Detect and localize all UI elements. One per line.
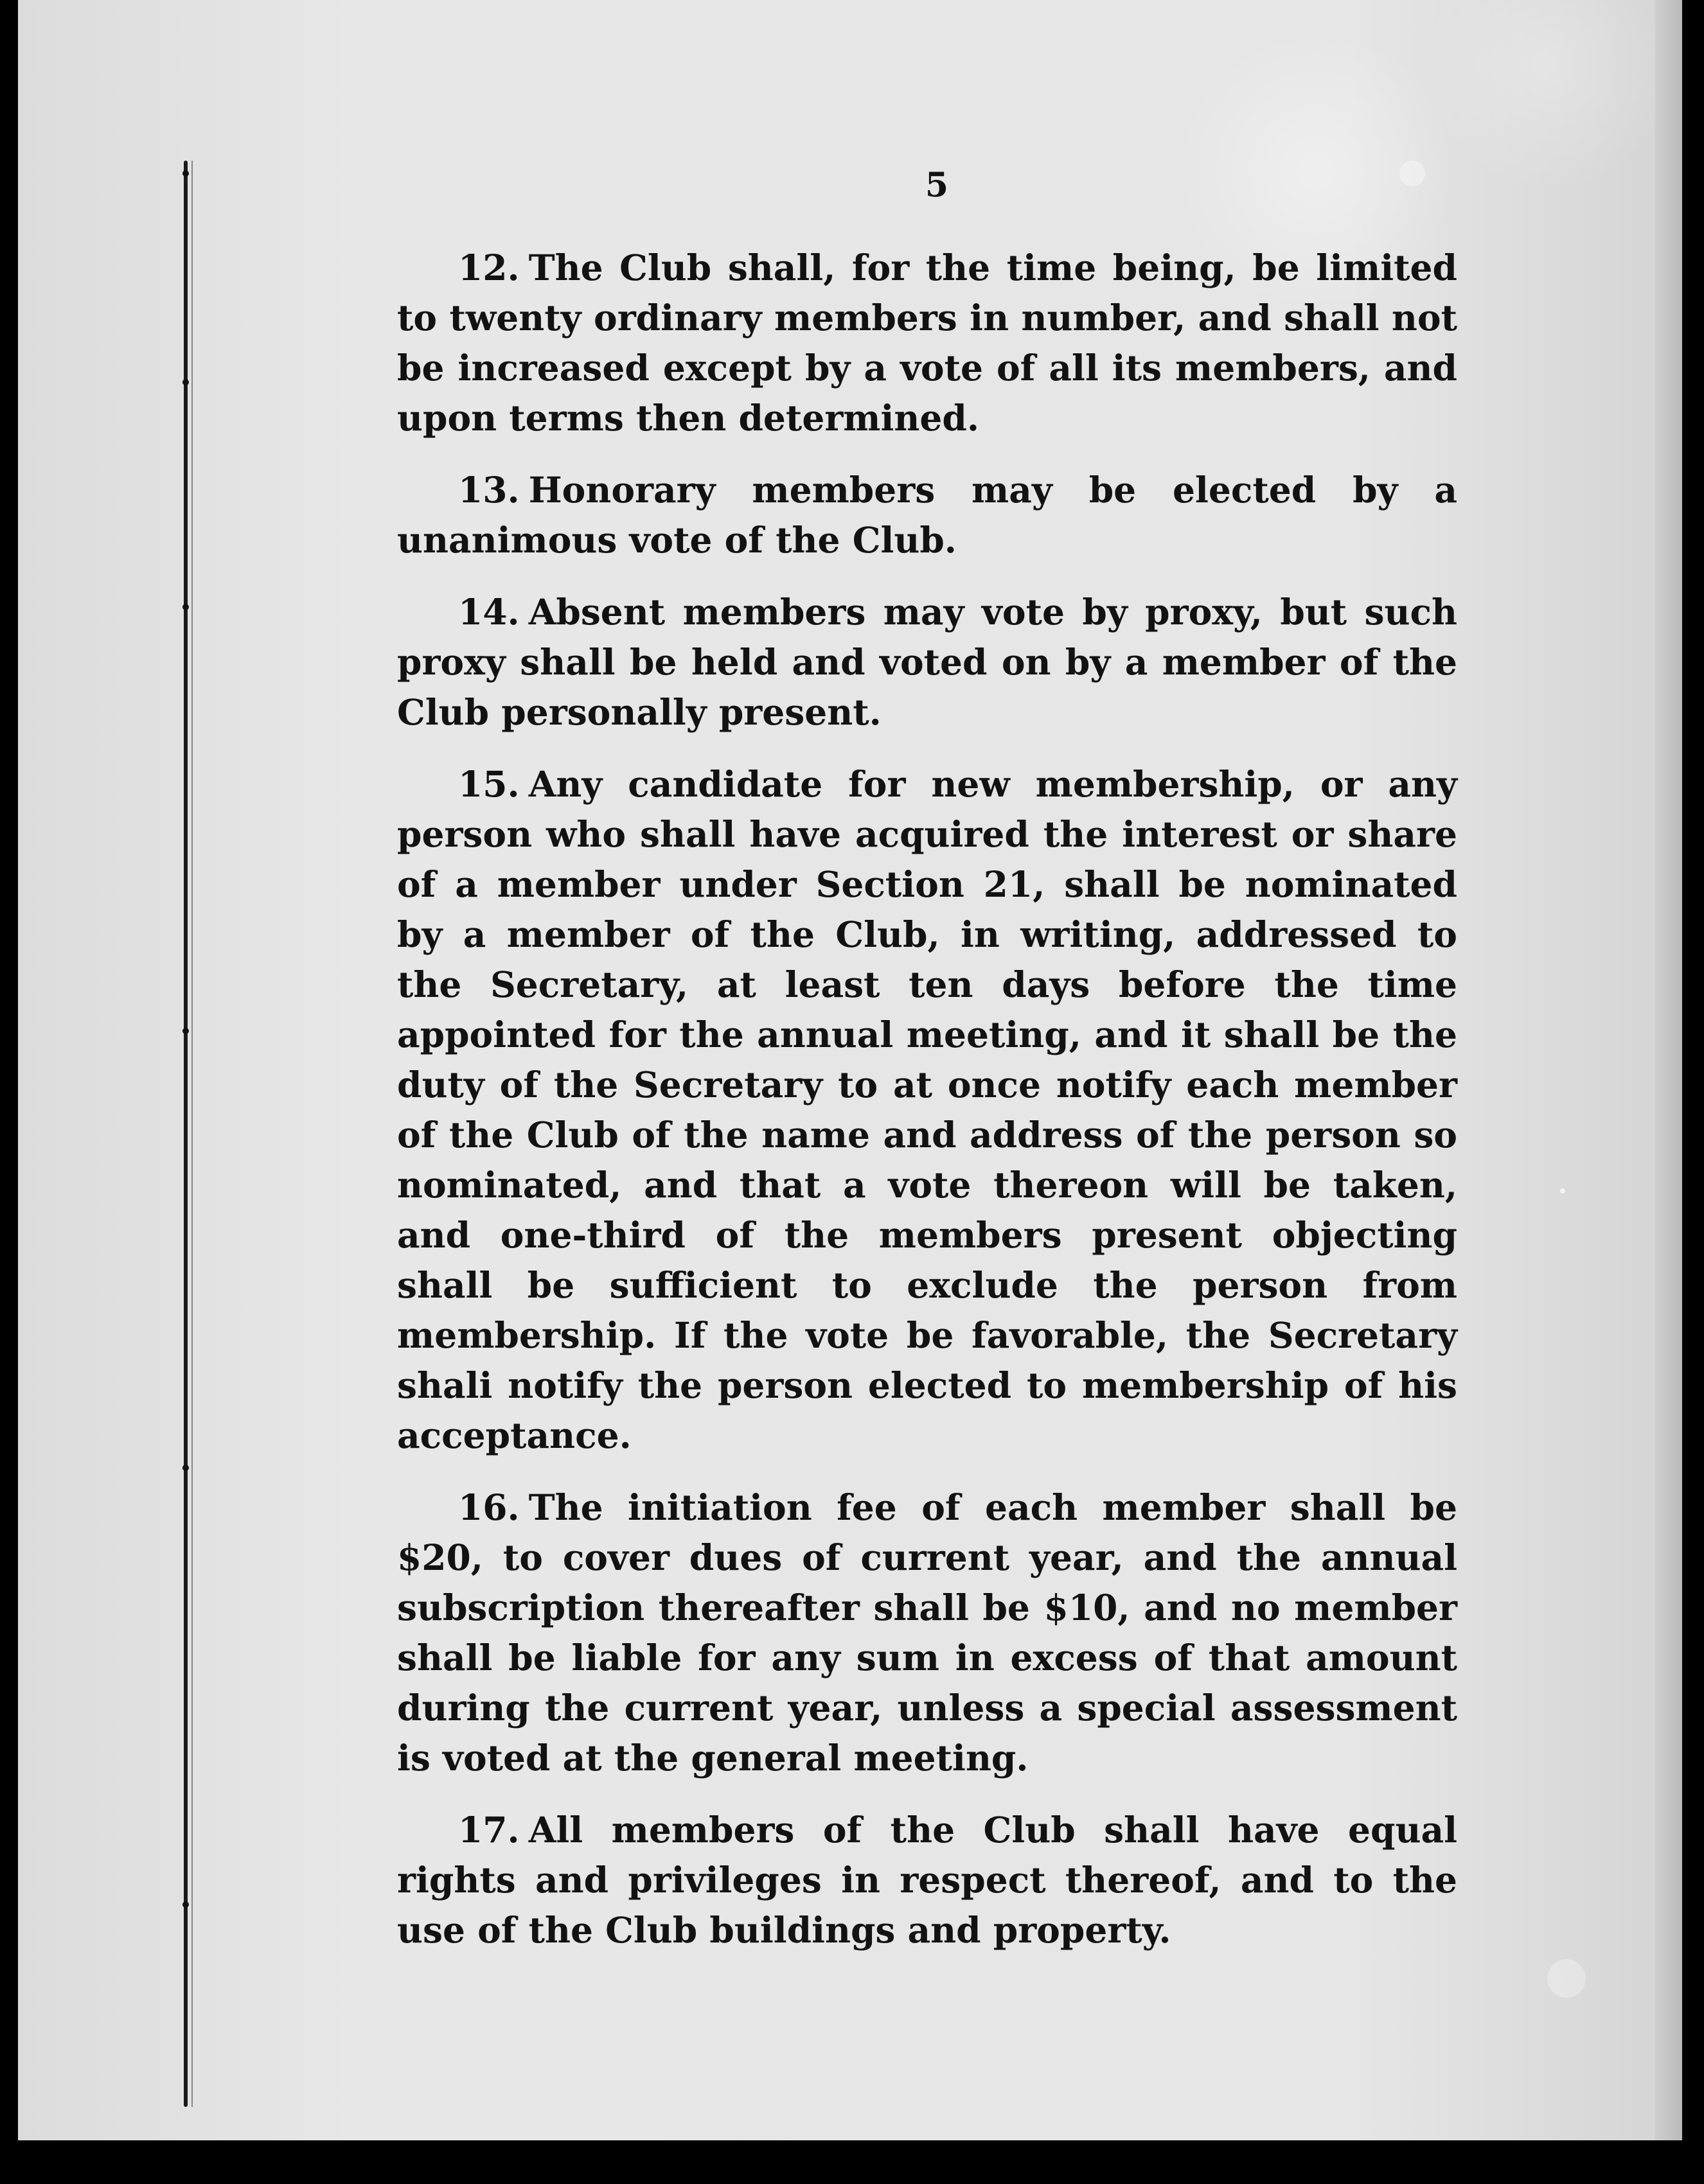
- section-text: Any candidate for new membership, or any person who shall have acquired the interest or share of a member under Section 21, shall be nominated by a member of the Club, in writing, addressed to the Secretary, at least ten days before the time appointed for the annual meeting, and it shall be the duty of the Secretary to at once notify each member of the Club of the name and address of the person so nominated, and that a vote thereon will be taken, and one-third of the members present objecting shall be sufficient to exclude the person from membership. If the vote be favorable, the Secretary shali notify the person elected to membership of his acceptance.: [397, 763, 1457, 1456]
- paper-speck: [1547, 1959, 1586, 1998]
- section-16: [397, 1483, 1457, 1783]
- section-14: [397, 587, 1457, 737]
- section-17: [397, 1805, 1457, 1955]
- section-number: 14.: [458, 591, 520, 633]
- section-text: Honorary members may be elected by a unanimous vote of the Club.: [397, 469, 1457, 561]
- section-text: The initiation fee of each member shall be $20, to cover dues of current year, and the annual subscription thereafter shall be $10, and no member shall be liable for any sum in excess of that amount during the current year, unless a special assessment is voted at the general meeting.: [397, 1486, 1457, 1779]
- section-number: 12.: [458, 247, 520, 288]
- binding-stitch: [182, 170, 189, 177]
- section-13: [397, 465, 1457, 565]
- section-number: 13.: [458, 469, 520, 511]
- section-number: 16.: [458, 1486, 520, 1528]
- binding-stitch: [182, 1028, 189, 1034]
- document-body: [397, 243, 1457, 1977]
- binding-stitch: [182, 1901, 189, 1908]
- section-number: 17.: [458, 1809, 520, 1851]
- section-text: Absent members may vote by proxy, but such proxy shall be held and voted on by a member of the Club personally present.: [397, 591, 1457, 733]
- binding-stitch-line: [184, 161, 188, 2107]
- section-text: The Club shall, for the time being, be limited to twenty ordinary members in number, and shall not be increased except by a vote of all its members, and upon terms then determined.: [397, 247, 1457, 439]
- paper-speck: [1560, 1188, 1565, 1193]
- paper-speck: [1399, 161, 1425, 186]
- section-12: [397, 243, 1457, 443]
- page-number: 5: [925, 166, 949, 205]
- scanned-page: [18, 0, 1682, 2140]
- binding-stitch: [182, 604, 189, 610]
- binding-stitch: [182, 379, 189, 385]
- section-text: All members of the Club shall have equal rights and privileges in respect thereof, and to the use of the Club buildings and property.: [397, 1809, 1457, 1951]
- section-15: [397, 759, 1457, 1461]
- page-edge-shadow: [1655, 0, 1682, 2140]
- section-number: 15.: [458, 763, 520, 805]
- binding-stitch: [182, 1465, 189, 1471]
